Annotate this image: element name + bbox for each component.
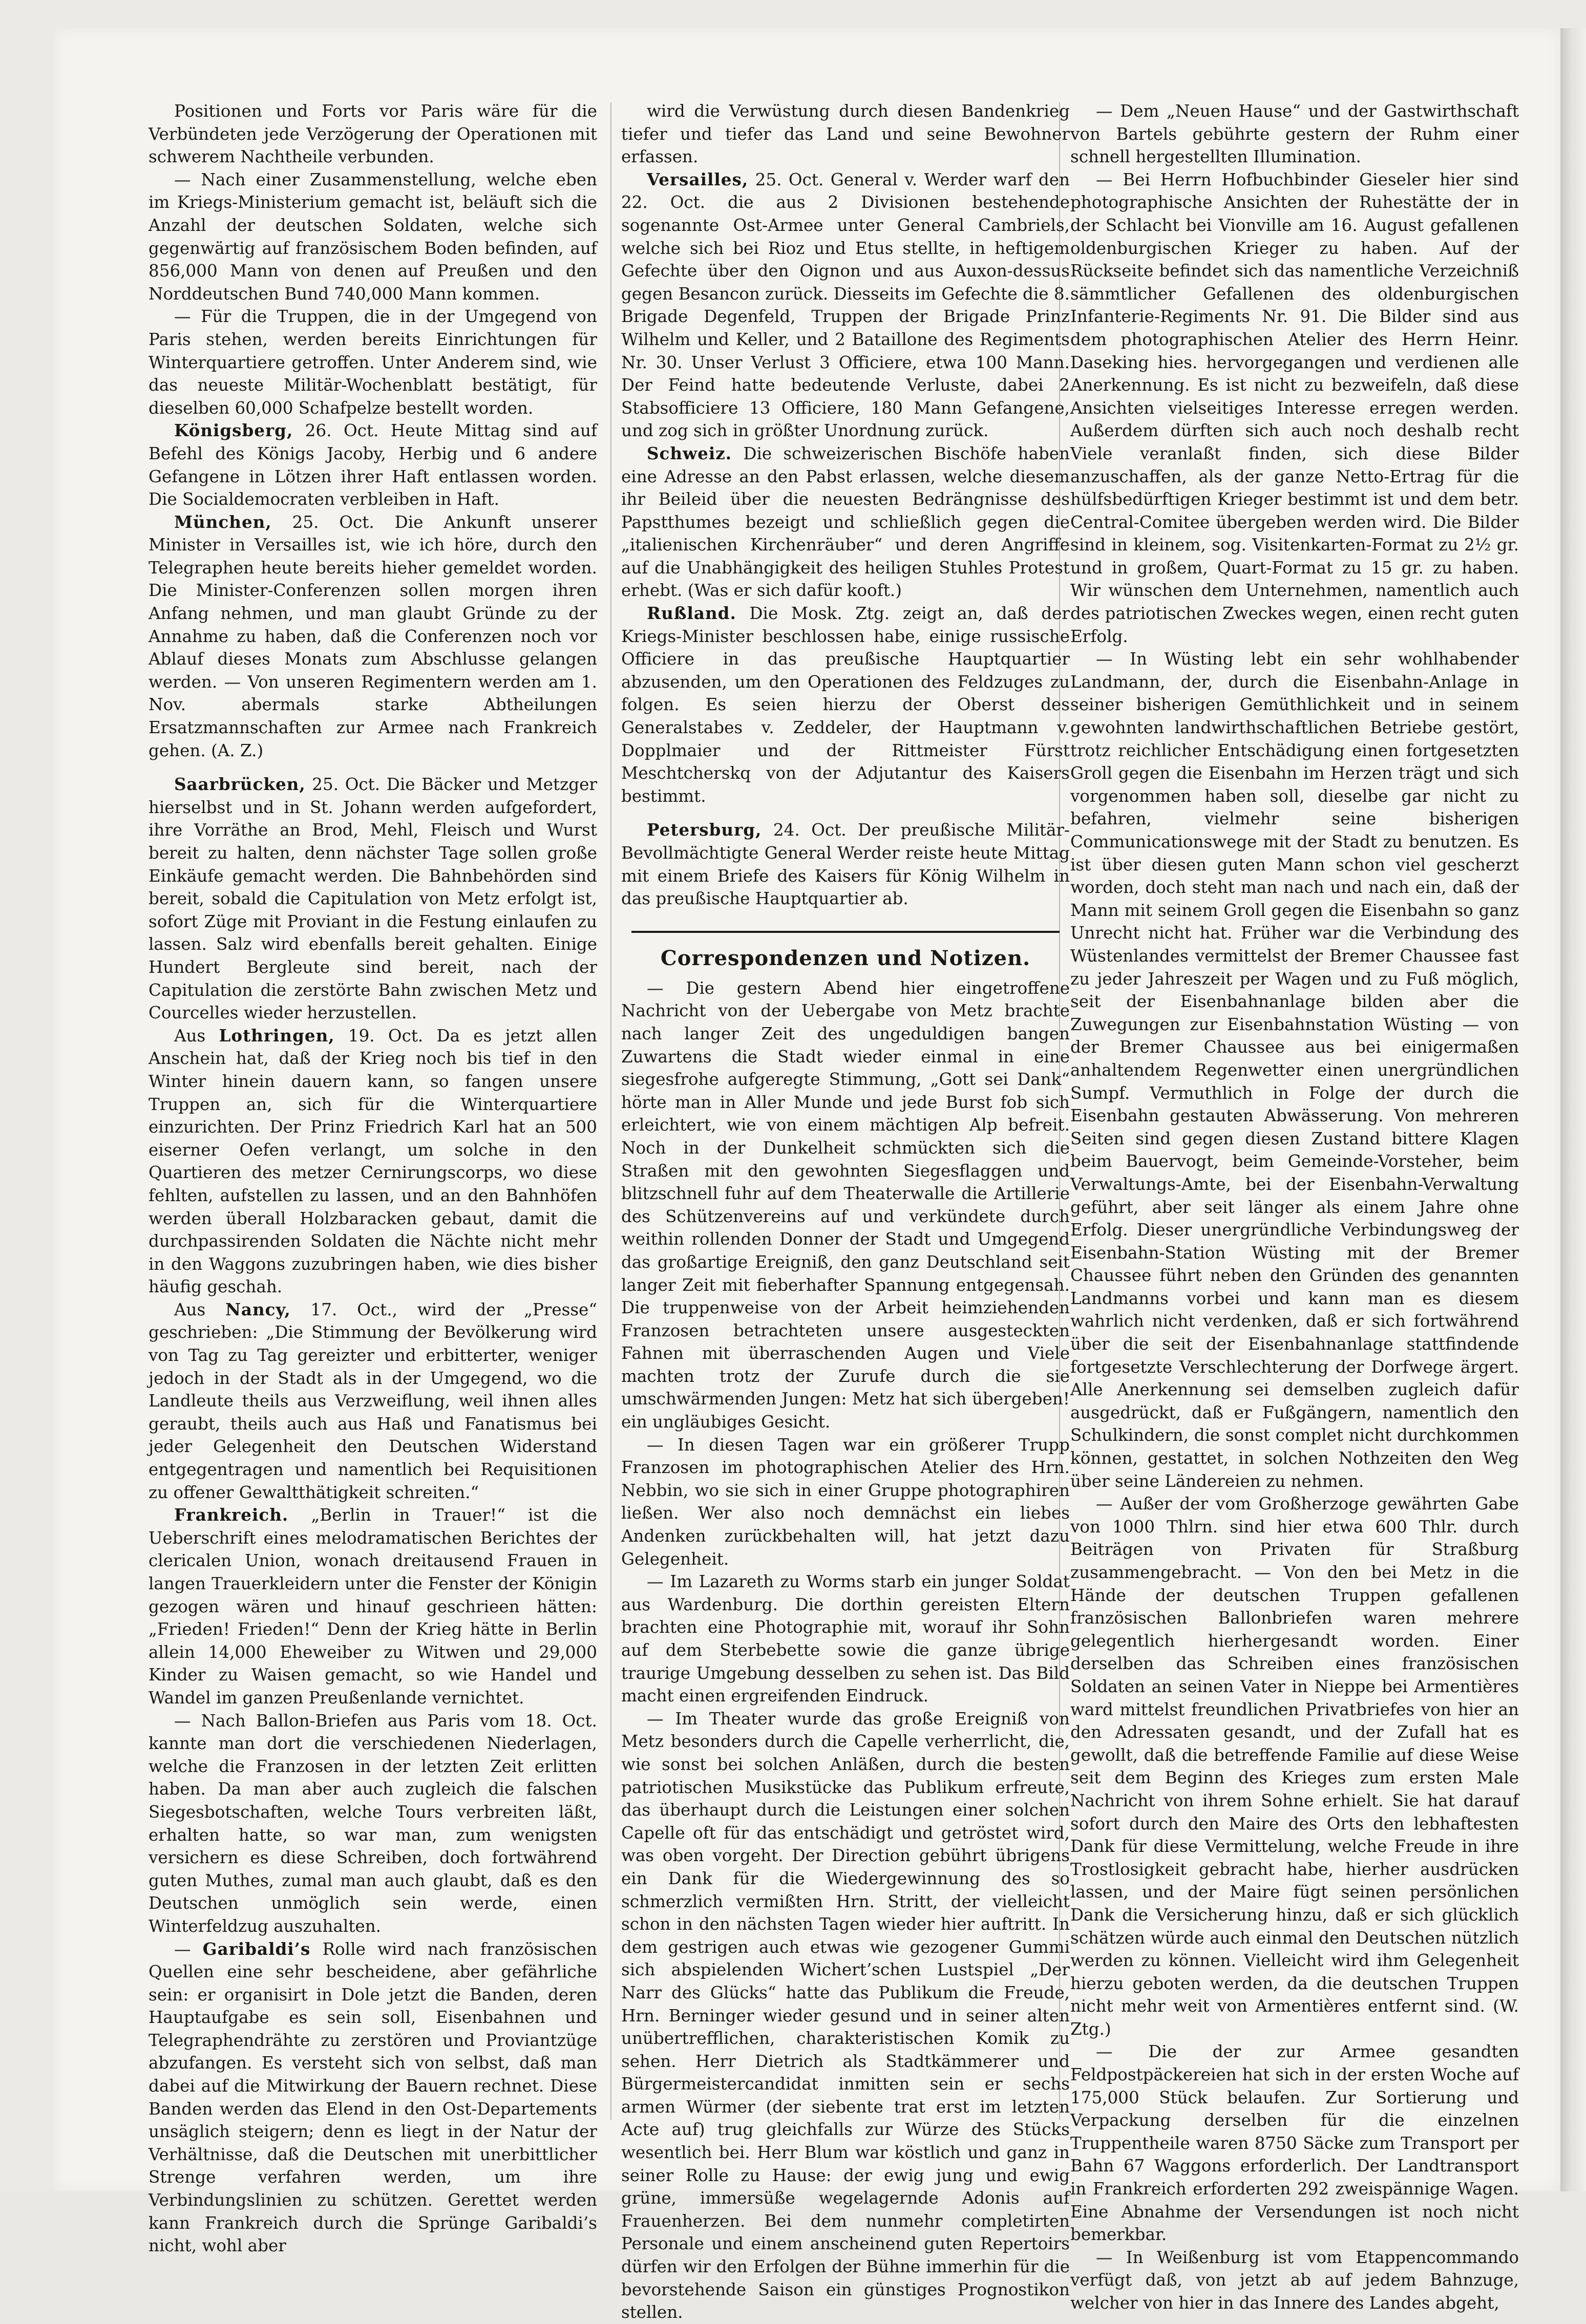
- dateline-place: Schweiz.: [647, 443, 732, 463]
- paragraph-text: Die Mosk. Ztg. zeigt an, daß der Kriegs-Minister beschlossen habe, einige russische Officiere in das preußische Hauptquartier abzusenden, um den Operationen des Feldzuges zu folgen. Es seien hierzu der Oberst des Generalstabes v. Zeddeler, der Hauptmann v. Dopplmaier und der Rittmeister Fürst Meschtcherskq von der Adjutantur des Kaisers bestimmt.: [621, 604, 1070, 806]
- text-column-1: [149, 100, 597, 2256]
- paragraph-text: 17. Oct., wird der „Presse“ geschrieben: „Die Stimmung der Bevölkerung wird von Tag zu Tag gereizter und erbitterter, weniger jedoch in der Stadt als in der Umgegend, wo die Landleute theils aus Verzweiflung, weil ihnen alles geraubt, theils auch aus Haß und Fanatismus bei jeder Gelegenheit den Deutschen Widerstand entgegentragen und namentlich bei Requisitionen zu offener Gewaltthätigkeit schreiten.“: [149, 1299, 597, 1502]
- paragraph-lead: —: [174, 1939, 203, 1959]
- article-paragraph: [149, 511, 597, 762]
- article-paragraph: wird die Verwüstung durch diesen Bandenkrieg tiefer und tiefer das Land und seine Bewohner erfassen.: [621, 101, 1070, 167]
- dateline-place: Saarbrücken,: [174, 774, 306, 795]
- article-paragraph: — Außer der vom Großherzoge gewährten Gabe von 1000 Thlrn. sind hier etwa 600 Thlr. durch Beiträgen von Privaten für Straßburg zusammengebracht. — Von den bei Metz in die Hände der deutschen Truppen gefallenen französischen Ballonbriefen waren mehrere gelegentlich hierhergesandt worden. Einer derselben das Schreiben eines französischen Soldaten an seinen Vater in Nieppe bei Armentières ward mittelst freundlichen Privatbriefes von hier an den Adressaten gesandt, und der Zufall hat es gewollt, daß die betreffende Familie auf diese Weise seit dem Beginn des Krieges zum ersten Male Nachricht von ihrem Sohne erhielt. Sie hat darauf sofort durch den Maire des Orts den lebhaftesten Dank für diese Vermittelung, welche Freude in ihre Trostlosigkeit gebracht habe, hierher ausdrücken lassen, und der Maire fügt seinen persönlichen Dank die Versicherung hinzu, daß er sich glücklich schätzen würde auch einmal den Deutschen nützlich werden zu können. Vielleicht wird ihm Gelegenheit hierzu geboten werden, da die deutschen Truppen nicht mehr weit von Armentières entfernt sind. (W. Ztg.): [1070, 1494, 1519, 2039]
- article-paragraph: [149, 1938, 597, 2257]
- page-edge-shadow: [1560, 28, 1586, 2191]
- dateline-prefix: Aus: [174, 1026, 219, 1046]
- paragraph-text: 24. Oct. Der preußische Militär-Bevollmächtigte General Werder reiste heute Mittag mit einem Briefe des Kaisers für König Wilhelm in das preußische Hauptquartier ab.: [621, 820, 1070, 909]
- article-paragraph: [621, 168, 1070, 442]
- article-paragraph: — In diesen Tagen war ein größerer Trupp Franzosen im photographischen Atelier des Hrn. Nebbin, wo sie sich in einer Gruppe photographiren ließen. Wer also noch demnächst ein liebes Andenken zurückbehalten will, hat jetzt dazu Gelegenheit.: [621, 1435, 1070, 1569]
- section-separator: [631, 931, 1060, 933]
- dateline-place: Lothringen,: [219, 1025, 335, 1046]
- paragraph-text: 25. Oct. General v. Werder warf den 22. Oct. die aus 2 Divisionen bestehende sogenannte Ost-Armee unter General Cambriels, welche sich bei Rioz und Etus stellte, in heftigem Gefechte über den Oignon und aus Auxon-dessus gegen Besancon zurück. Diesseits im Gefechte die 8. Brigade Degenfeld, Truppen der Brigade Prinz Wilhelm und Keller, und 2 Bataillone des Regiments Nr. 30. Unser Verlust 3 Officiere, etwa 100 Mann. Der Feind hatte bedeutende Verluste, dabei 2 Stabsofficiere 13 Officiere, 180 Mann Gefangene, und zog sich in größter Unordnung zurück.: [621, 169, 1070, 441]
- section-heading: Correspondenzen und Notizen.: [660, 946, 1031, 970]
- article-paragraph: — Nach einer Zusammenstellung, welche eben im Kriegs-Ministerium gemacht ist, beläuft sich die Anzahl der deutschen Soldaten, welche sich gegenwärtig auf französischem Boden befinden, auf 856,000 Mann von denen auf Preußen und den Norddeutschen Bund 740,000 Mann kommen.: [149, 169, 597, 304]
- article-paragraph: [149, 419, 597, 510]
- dateline-place: Königsberg,: [174, 420, 293, 441]
- article-paragraph: [149, 1298, 597, 1504]
- paragraph-text: 19. Oct. Da es jetzt allen Anschein hat, daß der Krieg noch bis tief in den Winter hinein dauern kann, so fangen unsere Truppen an, sich für die Winterquartiere einzurichten. Der Prinz Friedrich Karl hat an 500 eiserner Oefen verlangt, um solche in den Quartieren des metzer Cernirungscorps, wo diese fehlten, aufstellen zu lassen, und an den Bahnhöfen werden überall Holzbaracken gebaut, damit die durchpassirenden Soldaten die Nächte nicht mehr in den Waggons zuzubringen haben, wie dies bisher häufig geschah.: [149, 1026, 597, 1297]
- dateline-place: Frankreich.: [174, 1505, 289, 1525]
- dateline-place: Petersburg,: [647, 820, 762, 840]
- article-paragraph: — Dem „Neuen Hause“ und der Gastwirthschaft von Bartels gebührte gestern der Ruhm einer schnell hergestellten Illumination.: [1070, 101, 1519, 167]
- article-paragraph: Positionen und Forts vor Paris wäre für die Verbündeten jede Verzögerung der Operationen mit schwerem Nachtheile verbunden.: [149, 101, 597, 167]
- dateline-place: München,: [174, 511, 272, 532]
- article-paragraph: [149, 1025, 597, 1298]
- article-paragraph: — Im Lazareth zu Worms starb ein junger Soldat aus Wardenburg. Die dorthin gereisten Eltern brachten eine Photographie mit, worauf ihr Sohn auf dem Sterbebette sowie die ganze übrige traurige Umgebung desselben zu sehen ist. Das Bild macht einen ergreifenden Eindruck.: [621, 1572, 1070, 1706]
- paragraph-text: Rolle wird nach französischen Quellen eine sehr bescheidene, aber gefährliche sein: er organisirt in Dole jetzt die Banden, deren Hauptaufgabe es sein soll, Eisenbahnen und Telegraphendrähte zu zerstören und Proviantzüge abzufangen. Es versteht sich von selbst, daß man dabei auf die Mitwirkung der Bauern rechnet. Diese Banden werden das Elend in den Ost-Departements unsäglich steigern; denn es liegt in der Natur der Verhältnisse, daß die Deutschen mit unerbittlicher Strenge verfahren werden, um ihre Verbindungslinien zu schützen. Gerettet werden kann Frankreich durch die Sprünge Garibaldi’s nicht, wohl aber: [149, 1939, 597, 2256]
- text-column-2: [621, 100, 1070, 2322]
- text-column-3: [1070, 100, 1519, 2313]
- dateline-place: Rußland.: [647, 603, 736, 624]
- dateline-prefix: Aus: [174, 1299, 226, 1319]
- article-paragraph: [149, 1504, 597, 1709]
- dateline-place: Versailles,: [647, 169, 749, 189]
- column-rule: [610, 102, 611, 2120]
- paragraph-text: „Berlin in Trauer!“ ist die Ueberschrift eines melodramatischen Berichtes der clericalen Union, wonach dreitausend Frauen in langen Trauerkleidern unter die Fenster der Königin gezogen wären und hinauf geschrieen hätten: „Frieden! Frieden!“ Denn der Krieg hätte in Berlin allein 14,000 Eheweiber zu Witwen und 29,000 Kinder zu Waisen gemacht, so wie Handel und Wandel im ganzen Preußenlande vernichtet.: [149, 1505, 597, 1708]
- dateline-place: Garibaldi’s: [202, 1938, 311, 1959]
- paragraph-text: Die schweizerischen Bischöfe haben eine Adresse an den Pabst erlassen, welche diesem ihr Beileid über die neuesten Bedrängnisse des Papstthumes bezeigt und schließlich gegen die „italienischen Kirchenräuber“ und deren Angriffe auf die Unabhängigkeit des heiligen Stuhles Protest erhebt. (Was er sich dafür kooft.): [621, 443, 1070, 601]
- paragraph-text: 25. Oct. Die Ankunft unserer Minister in Versailles ist, wie ich höre, durch den Telegraphen heute bereits hieher gemeldet worden. Die Minister-Conferenzen sollen morgen ihren Anfang nehmen, und man glaubt Gründe zu der Annahme zu haben, daß die Conferenzen noch vor Ablauf dieses Monats zum Abschlusse gelangen werden. — Von unseren Regimentern werden am 1. Nov. abermals starke Abtheilungen Ersatzmannschaften zur Armee nach Frankreich gehen. (A. Z.): [149, 512, 597, 760]
- paragraph-text: 25. Oct. Die Bäcker und Metzger hierselbst und in St. Johann werden aufgefordert, ihre Vorräthe an Brod, Mehl, Fleisch und Wurst bereit zu halten, denn nächster Tage sollen große Einkäufe gemacht werden. Die Bahnbehörden sind bereit, sobald die Capitulation von Metz erfolgt ist, sofort Züge mit Proviant in die Festung einlaufen zu lassen. Salz wird ebenfalls bereit gehalten. Einige Hundert Bergleute sind bereit, nach der Capitulation die zerstörte Bahn zwischen Metz und Courcelles wieder herzustellen.: [149, 775, 597, 1023]
- article-paragraph: [621, 442, 1070, 602]
- article-paragraph: — Die gestern Abend hier eingetroffene Nachricht von der Uebergabe von Metz brachte nach langer Zeit des ungeduldigen bangen Zuwartens die Stadt wieder einmal in eine siegesfrohe aufgeregte Stimmung, „Gott sei Dank“ hörte man in Aller Munde und jede Burst fob sich erleichtert, wie von einem mächtigen Alp befreit. Noch in der Dunkelheit schmückten sich die Straßen mit den gewohnten Siegesflaggen und blitzschnell fuhr auf dem Theaterwalle die Artillerie des Schützenvereins auf und verkündete durch weithin rollenden Donner der Stadt und Umgegend das großartige Ereigniß, den ganz Deutschland seit langer Zeit mit fieberhafter Spannung entgegensah. Die truppenweise von der Arbeit heimziehenden Franzosen betrachteten unsere ausgesteckten Fahnen mit überraschenden Augen und Viele machten trotz der Zurufe durch die sie umschwärmenden Jungen: Metz hat sich übergeben! ein ungläubiges Gesicht.: [621, 978, 1070, 1432]
- dateline-place: Nancy,: [225, 1299, 291, 1319]
- paragraph-text: 26. Oct. Heute Mittag sind auf Befehl des Königs Jacoby, Herbig und 6 andere Gefangene in Lötzen ihrer Haft entlassen worden. Die Socialdemocraten verbleiben in Haft.: [149, 421, 597, 509]
- article-paragraph: — Die der zur Armee gesandten Feldpostpäckereien hat sich in der ersten Woche auf 175,000 Stück belaufen. Zur Sortierung und Verpackung derselben für die einzelnen Truppentheile waren 8750 Säcke zum Transport per Bahn 67 Waggons erforderlich. Der Landtransport in Frankreich erforderten 292 zweispännige Wagen. Eine Abnahme der Versendungen ist noch nicht bemerkbar.: [1070, 2042, 1519, 2245]
- article-paragraph: [621, 819, 1070, 910]
- article-paragraph: — Bei Herrn Hofbuchbinder Gieseler hier sind photographische Ansichten der Ruhestätte der in der Schlacht bei Vionville am 16. August gefallenen oldenburgischen Krieger zu haben. Auf der Rückseite befindet sich das namentliche Verzeichniß sämmtlicher Gefallenen des oldenburgischen Infanterie-Regiments Nr. 91. Die Bilder sind aus dem photographischen Atelier des Herrn Heinr. Daseking hies. hervorgegangen und verdienen alle Anerkennung. Es ist nicht zu bezweifeln, daß diese Ansichten vielseitiges Interesse erregen werden. Außerdem dürften sich auch noch deshalb recht Viele veranlaßt finden, sich diese Bilder anzuschaffen, als der ganze Netto-Ertrag für die hülfsbedürftigen Krieger bestimmt ist und dem betr. Central-Comitee übergeben werden wird. Die Bilder sind in kleinem, sog. Visitenkarten-Format zu 2½ gr. und in großem, Quart-Format zu 15 gr. zu haben. Wir wünschen dem Unternehmen, namentlich auch des patriotischen Zweckes wegen, einen recht guten Erfolg.: [1070, 169, 1519, 646]
- article-paragraph: — Für die Truppen, die in der Umgegend von Paris stehen, werden bereits Einrichtungen für Winterquartiere getroffen. Unter Anderem sind, wie das neueste Militär-Wochenblatt bestätigt, für dieselben 60,000 Schafpelze bestellt worden.: [149, 307, 597, 418]
- article-paragraph: — Nach Ballon-Briefen aus Paris vom 18. Oct. kannte man dort die verschiedenen Niederlagen, welche die Franzosen in der letzten Zeit erlitten haben. Da man aber auch zugleich die falschen Siegesbotschaften, welche Tours verbreiten läßt, erhalten hatte, so war man, zum wenigsten versichern es diese Schreiben, doch fortwährend guten Muthes, zumal man auch glaubt, daß es den Deutschen unmöglich sein werde, einen Winterfeldzug auszuhalten.: [149, 1711, 597, 1936]
- article-paragraph: — In Weißenburg ist vom Etappencommando verfügt daß, von jetzt ab auf jedem Bahnzuge, welcher von hier in das Innere des Landes abgeht,: [1070, 2247, 1519, 2313]
- article-paragraph: — Im Theater wurde das große Ereigniß von Metz besonders durch die Capelle verherrlicht, die, wie sonst bei solchen Anläßen, durch die besten patriotischen Musikstücke das Publikum erfreute, das überhaupt durch die Leistungen einer solchen Capelle oft für das entschädigt und getröstet wird, was oben vorgeht. Der Direction gebührt übrigens ein Dank für die Wiedergewinnung des so schmerzlich vermißten Hrn. Stritt, der vielleicht schon in den nächsten Tagen wieder hier auftritt. In dem gestrigen auch etwas wie gezogener Gummi sich abspielenden Wichert’schen Lustspiel „Der Narr des Glücks“ hatte das Publikum die Freude, Hrn. Berninger wieder gesund und in seiner alten unübertrefflichen, charakteristischen Komik zu sehen. Herr Dietrich als Stadtkämmerer und Bürgermeistercandidat inmitten sein er sechs armen Würmer (der siebente trat erst im letzten Acte auf) trug gleichfalls zur Würze des Stücks wesentlich bei. Herr Blum war köstlich und ganz in seiner Rolle zu Hause: der ewig jung und ewig grüne, immersüße wegelagernde Adonis auf Frauenherzen. Bei dem nunmehr completirten Personale und einem anscheinend guten Repertoirs dürfen wir den Erfolgen der Bühne immerhin für die bevorstehende Saison ein günstiges Prognostikon stellen.: [621, 1709, 1070, 2322]
- article-paragraph: [621, 602, 1070, 807]
- article-paragraph: [149, 773, 597, 1025]
- article-paragraph: — In Wüsting lebt ein sehr wohlhabender Landmann, der, durch die Eisenbahn-Anlage in seiner bisherigen Gemüthlichkeit und in seinem gewohnten landwirthschaftlichen Betriebe gestört, trotz reichlicher Entschädigung einen fortgesetzten Groll gegen die Eisenbahn im Herzen trägt und sich vorgenommen haben soll, dieselbe gar nicht zu befahren, vielmehr seine bisherigen Communicationswege mit der Stadt zu benutzen. Es ist über diesen guten Mann schon viel gescherzt worden, doch steht man nach und nach ein, daß der Mann mit seinem Groll gegen die Eisenbahn so ganz Unrecht nicht hat. Früher war die Verbindung des Wüstenlandes vermittelst der Bremer Chaussee fast zu jeder Jahreszeit per Wagen und zu Fuß möglich, seit der Eisenbahnanlage bilden aber die Zuwegungen zur Eisenbahnstation Wüsting — von der Bremer Chaussee aus bei einigermaßen anhaltendem Regenwetter einen unergründlichen Sumpf. Vermuthlich in Folge der durch die Eisenbahn gestauten Abwässerung. Von mehreren Seiten sind gegen diesen Zustand bittere Klagen beim Bauervogt, beim Gemeinde-Vorsteher, beim Verwaltungs-Amte, bei der Eisenbahn-Verwaltung geführt, aber seit länger als einem Jahre ohne Erfolg. Dieser unergründliche Verbindungsweg der Eisenbahn-Station Wüsting mit der Bremer Chaussee führt neben den Gründen des genannten Landmanns vorbei und kann man es diesem wahrlich nicht verdenken, daß er sich fortwährend über die seit der Eisenbahnanlage stattfindende fortgesetzte Verschlechterung der Dorfwege ärgert. Alle Anerkennung sei demselben zugleich dafür ausgedrückt, daß er Fußgängern, namentlich den Schulkindern, die sonst complet nicht durchkommen können, gestattet, in solchen Nothzeiten den Weg über seine Ländereien zu nehmen.: [1070, 649, 1519, 1491]
